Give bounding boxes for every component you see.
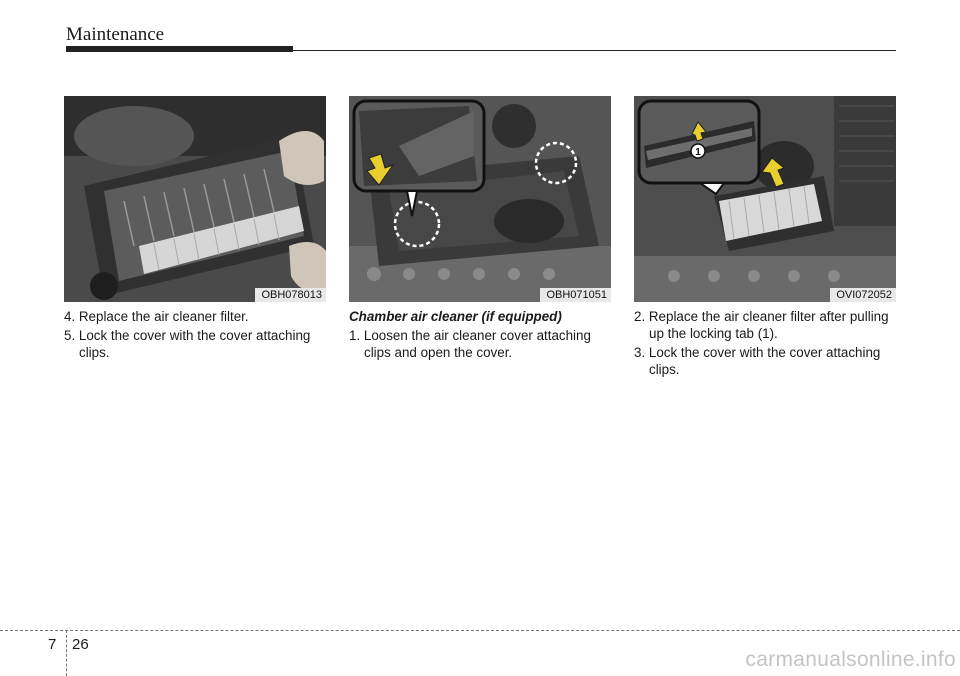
step-3: 3. Lock the cover with the cover attaching clips. — [634, 345, 881, 377]
figure-air-filter-removal — [64, 96, 326, 302]
section-heading: Chamber air cleaner (if equipped) — [349, 309, 562, 324]
header-rule-accent — [66, 46, 293, 52]
photo-air-filter — [64, 96, 326, 302]
figure-code: OVI072052 — [830, 288, 896, 302]
chapter-number: 7 — [48, 636, 57, 653]
step-2: 2. Replace the air cleaner filter after pulling up the locking tab (1). — [634, 309, 889, 341]
footer-rule — [0, 630, 960, 631]
page-number: 26 — [72, 636, 89, 653]
watermark: carmanualsonline.info — [745, 648, 956, 671]
figure-chamber-cover-clips — [349, 96, 611, 302]
figure-code: OBH071051 — [540, 288, 611, 302]
photo-chamber-cover — [349, 96, 611, 302]
photo-chamber-filter — [634, 96, 896, 302]
step-1: 1. Loosen the air cleaner cover attaching clips and open the cover. — [349, 328, 591, 360]
footer-divider — [66, 630, 67, 676]
section-title: Maintenance — [66, 24, 165, 45]
column-1 — [64, 308, 326, 363]
step-4: 4. Replace the air cleaner filter. — [64, 309, 249, 324]
figure-code: OBH078013 — [255, 288, 326, 302]
column-2 — [349, 308, 611, 363]
column-3 — [634, 308, 896, 380]
step-5: 5. Lock the cover with the cover attaching clips. — [64, 328, 311, 360]
callout-label: 1 — [695, 147, 701, 158]
figure-chamber-filter-replace — [634, 96, 896, 302]
